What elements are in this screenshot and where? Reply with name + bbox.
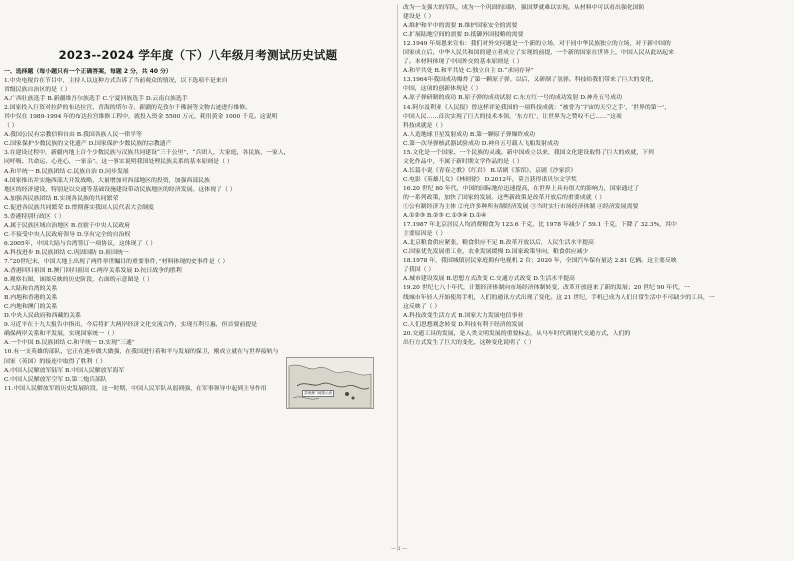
text-line: A.北京粮食供应紧张，粮食供应不足 B.改革开放以后，人民生活水平提高 bbox=[403, 240, 594, 247]
text-line: 这反映了（ ） bbox=[403, 303, 441, 310]
map-graphic bbox=[287, 358, 373, 408]
text-line: 8.观察右图，该图反映的历史阶段，右面的示意图是（ ） bbox=[4, 277, 153, 284]
text-line: A.和平统一 B.民族团结 C.民族自治 D.同步发展 bbox=[4, 168, 129, 175]
text-line: 了我国（ ） bbox=[403, 267, 435, 274]
text-line: 6.2005年，中国大陆与台湾签订一项协议，这体现了（ ） bbox=[4, 240, 157, 247]
text-line: ①公有制经济为主体 ②允许多种所有制经济发展 ③当时实行市场经济体制 ④经济发展需要 bbox=[403, 204, 639, 211]
map-caption: 香港澳门地图示意 bbox=[304, 391, 332, 395]
text-line: C.人们思想观念转变 D.科技有利于经济的发展 bbox=[403, 321, 524, 328]
text-line: C.内地和澳门的关系 bbox=[4, 304, 58, 311]
text-line: C.国家保护少数民族的文化遗产 D.国家保护少数民族的宗教遗产 bbox=[4, 141, 172, 148]
text-line: 20.交通工具的发展，是人类文明发展的重要标志，从马车时代到现代交通方式，人们的 bbox=[403, 330, 631, 337]
text-line: A.城市建设发展 B.思想方式改变 C.交通方式改变 D.生活水平提高 bbox=[403, 276, 575, 283]
text-line: 国家（英国）的接连中取得了胜利（ ） bbox=[4, 358, 107, 365]
text-line: 18.1978 年，我国城镇居民家庭拥有电视机 2 台；2020 年，全国汽车保有量达 2.81 亿辆。这主要反映 bbox=[403, 258, 677, 265]
text-line: 国家成立后，中华人民共和国的建立者成立了实现的前提，一个新的国家在世界上，中国人民从此站起来 bbox=[403, 50, 674, 57]
text-line: A.加强各民族团结 B.实现各民族的共同繁荣 bbox=[4, 195, 119, 202]
text-line: 线城市年轻人开始使用手机，人们的通讯方式出现了变化。这 21 世纪，手机已成为人们日常生活中不可缺少的工具，一 bbox=[403, 294, 715, 301]
text-line: 其中仅在 1989-1994 年的布达拉宫维修工程中，就投入资金 5500 万元，耗用黄金 1000 千克。这说明 bbox=[4, 114, 278, 121]
text-line: A.一个中国 B.民族团结 C.和平统一 D.实现“三通” bbox=[4, 340, 135, 347]
text-line: C.扩展陆地空间的需要 D.抵御外国侵略的需要 bbox=[403, 32, 524, 39]
text-line: A.大陆和台湾的关系 bbox=[4, 286, 58, 293]
text-line: 主要原因是（ ） bbox=[403, 231, 447, 238]
text-line: 2.国家投入巨资对拉萨的布达拉宫、青海的塔尔寺、新疆的克孜尔千佛洞等文物古迹进行维修。 bbox=[4, 105, 252, 112]
text-line: A.人造地球卫星发射成功 B.第一颗原子弹爆炸成功 bbox=[403, 131, 536, 138]
text-line: 16.20 世纪 80 年代，中国的国际地位迅速提高，在世界上具有很大的影响力，国家通过了 bbox=[403, 185, 640, 192]
text-line: 了。本材料体现了中国外交的基本原则是（ ） bbox=[403, 59, 523, 66]
left-column bbox=[4, 4, 392, 561]
text-line: D.中央人民政府和西藏的关系 bbox=[4, 313, 82, 320]
text-line: A.科技进步 B.民族团结 C.巩固国防 D.祖国统一 bbox=[4, 249, 129, 256]
page-number: — 1 — bbox=[391, 546, 408, 552]
map-figure bbox=[286, 357, 374, 409]
text-line: 确保两岸关系和平发展，实现国家统一（ ） bbox=[4, 331, 118, 338]
text-line: 中国，这项的创新体现是（ ） bbox=[403, 86, 482, 93]
text-line: A.属于民族区域自治地区 B.直辖于中央人民政府 bbox=[4, 222, 131, 229]
text-line: 文化作品中，不属于新时期文学作品的是（ ） bbox=[403, 158, 523, 165]
text-line: 科技成就是（ ） bbox=[403, 122, 447, 129]
text-line: A.和平共处 B.和平共处 C.独立自主 D.“求同存异” bbox=[403, 68, 534, 75]
text-line: A.维护和平中的需要 B.维护国家安全的需要 bbox=[403, 23, 518, 30]
text-line: C.不接受中央人民政府领导 D.享有完全的自治权 bbox=[4, 231, 131, 238]
text-line: C.电影《英雄儿女》《林则徐》 D.2012年，莫言获得诺贝尔文学奖 bbox=[403, 176, 577, 183]
text-line: 中国人民……首次实现了巨大的技术本领，‘东方红’，让世界为之赞叹不已……”这项 bbox=[403, 113, 622, 120]
text-line: 17.1987 年北京居民人均消费粮食为 123.6 千克，比 1978 年减少了 59.1 千克，下降了 32.3%，其中 bbox=[403, 222, 677, 229]
text-line: 11.中国人民解放军的历史发展阶段，这一时期，中国人民军队从弱到强，在军事领导中起到主导作用 bbox=[4, 385, 267, 392]
text-line: （ ） bbox=[4, 123, 18, 130]
text-line: A.①②③ B.②③ C.①③④ D.①④ bbox=[403, 213, 487, 220]
text-line: 地区的经济建设，特别是以交通等基础设施建设带动民族地区的经济发展。这体现了（ ） bbox=[4, 186, 236, 193]
text-line: C.促进各民族共同繁荣 D.贯彻落实我国人民代表大会制度 bbox=[4, 204, 154, 211]
text-line: 19.20 世纪七八十年代，计划经济体制向市场经济体制转变，改革开放迎来了新的发展；20 世纪 90 年代，一 bbox=[403, 285, 690, 292]
text-line: C.国家优先发展重工业，农业发展缓慢 D.国家政策导向，粮食供应减少 bbox=[403, 249, 589, 256]
text-line: A.广西壮族选手 B.新疆维吾尔族选手 C.宁夏回族选手 D.云南白族选手 bbox=[4, 96, 188, 103]
text-line: 出行方式发生了巨大的变化。这种变化说明了（ ） bbox=[403, 339, 535, 346]
text-line: A.长篇小说《青春之歌》《红岩》 B.话剧《茶馆》、京剧《沙家浜》 bbox=[403, 167, 577, 174]
text-line: A.我国公民有宗教信仰自由 B.我国各族人民一律平等 bbox=[4, 132, 142, 139]
text-line: 的一系列政策，加快了国家的发展。这些新政策是改革开放后的重要成就（ ） bbox=[403, 194, 606, 201]
text-line: 省级民族自治区的是（ ） bbox=[4, 87, 71, 94]
text-line: 改为一支强大的军队，成为一个巩固的国防，强国梦就难以实现。从材料中可以看出强化国防 bbox=[403, 5, 645, 11]
section-heading: 一、选择题（每小题只有一个正确答案，每题 2 分，共 40 分） bbox=[4, 69, 172, 75]
text-line: A.中国人民解放军陆军 B.中国人民解放军海军 bbox=[4, 367, 125, 374]
column-divider bbox=[397, 4, 398, 551]
exam-title: 2023--2024 学年度（下）八年级月考测试历史试题 bbox=[58, 48, 338, 62]
text-line: 9.习近平在十九大报告中指出，今后将扩大两岸经济文化交流合作，实现互利互惠，但首要前提是 bbox=[4, 322, 258, 329]
text-line: 10.有一支英雄的部队，它正在逐步做大做强，在我国进行着和平与发展的保卫，刚成立就在与世界接轨与 bbox=[4, 349, 279, 356]
text-line: C.第一次导弹核武器试验成功 D.神舟五号载人飞船发射成功 bbox=[403, 140, 559, 147]
text-line: 建设是（ ） bbox=[403, 14, 435, 21]
text-line: 15.文化是一个国家、一个民族的灵魂。新中国成立以来，我国文化建设取得了巨大的成就，下列 bbox=[403, 149, 654, 156]
right-question-list bbox=[403, 4, 788, 348]
text-line: 14.阿尔及利亚《人民报》曾这样评论我国的一项科技成就：“被誉为‘宇宙的天空之手’，‘世界的第一’， bbox=[403, 104, 671, 111]
text-line: A.香港回归祖国 B.澳门回归祖国 C.两岸关系发展 D.抗日战争的胜利 bbox=[4, 268, 182, 275]
text-line: 12.1949 年周恩来宣布：我们对外交问题是一个新的立场，对于同中华民族独立的立场，对于新中国的 bbox=[403, 41, 671, 48]
text-line: 5.香港特别行政区（ ） bbox=[4, 213, 65, 220]
text-line: A.科技改变生活方式 B.国家大力发展电信事业 bbox=[403, 312, 524, 319]
left-question-list bbox=[4, 77, 392, 394]
text-line: C.中国人民解放军空军 D.第二炮兵部队 bbox=[4, 376, 107, 383]
text-line: 7.“20世纪末，中国大地上出现了两件举世瞩目的重要事件，”材料体现的史事件是（ ） bbox=[4, 258, 229, 265]
text-line: 1.中央电视台在节目中，主持人以这种方式告诉了当前观众的情况，以下选项不是来自 bbox=[4, 78, 228, 85]
text-line: A.原子弹研制的成功 B.原子弹的成功试射 C.东方红一号的成功发射 D.神舟五号成功 bbox=[403, 95, 622, 102]
text-line: 3.在建设过程中，新疆内地上百个少数民族与汉族共同建设“三千公里”，“兵团人，大家庭，各民族，一家人， bbox=[4, 150, 290, 157]
text-line: B.内地和香港的关系 bbox=[4, 295, 58, 302]
text-line: 同呼吸、共命运、心连心，一家亲”。这一事实说明我国处理民族关系的基本原则是（ ） bbox=[4, 159, 233, 166]
text-line: 4.国家推出并实施西部大开发战略，大量增加对西部地区的投资，加强西部民族 bbox=[4, 177, 210, 184]
right-column bbox=[403, 4, 788, 561]
text-line: 13.1964年我国成功爆炸了第一颗原子弹，以后，又研制了氢弹。科技给我们带来了巨大的变化， bbox=[403, 77, 658, 84]
